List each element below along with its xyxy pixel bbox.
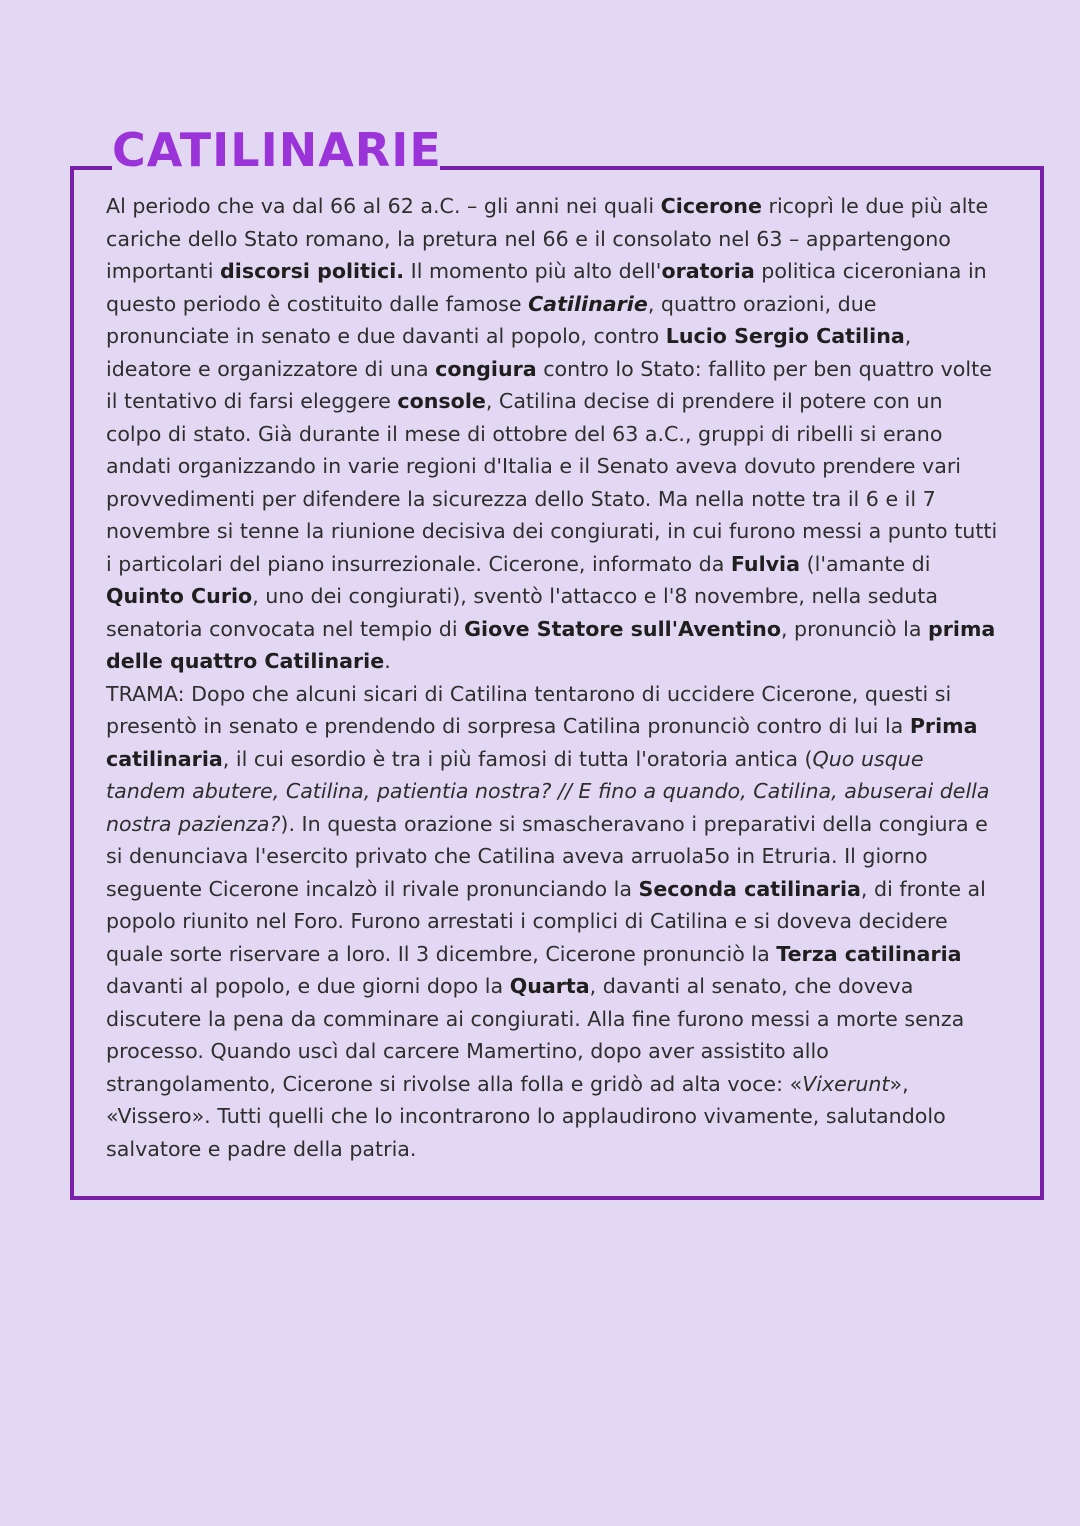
text-run: , Catilina decise di prendere il potere con un colpo di stato. Già durante il mese di ottobre del 63 a.C., gruppi di ribelli si erano andati organizzando in varie regioni d'Italia e il Senato aveva dovuto prendere vari provvedimenti per difendere la sicurezza dello Stato. Ma nella notte tra il 6 e il 7 novembre si tenne la riunione decisiva dei congiurati, in cui furono messi a punto tutti i particolari del piano insurrezionale. Cicerone, informato da [106, 389, 998, 576]
italic-text: Quo usque tandem abutere, Catilina, patientia nostra? // E fino a quando, Catilina, abuserai della nostra pazienza? [106, 746, 990, 836]
text-run: , uno dei congiurati), sventò l'attacco e l'8 novembre, nella seduta senatoria convocata nel tempio di [106, 584, 939, 641]
bold-text: discorsi politici. [220, 259, 405, 283]
text-run: ). In questa orazione si smascheravano i preparativi della congiura e si denunciava l'esercito privato che Catilina aveva arruola5o in Etruria. Il giorno seguente Cicerone incalzò il rivale pronunciando la [106, 811, 988, 901]
bold-text: Terza catilinaria [776, 941, 962, 966]
bold-text: Giove Statore sull'Aventino [464, 616, 781, 641]
text-run: , il cui esordio è tra i più famosi di tutta l'oratoria antica ( [222, 746, 813, 771]
text-run: contro lo Stato: fallito per ben quattro volte il tentativo di farsi eleggere [106, 356, 992, 413]
bold-italic-text: Catilinarie [528, 291, 648, 316]
bold-text: Lucio Sergio Catilina [665, 324, 905, 348]
text-run: , ideatore e organizzatore di una [106, 324, 912, 381]
bold-text: prima delle quattro Catilinarie [106, 616, 996, 673]
paragraph-intro [106, 190, 998, 678]
bold-text: Prima catilinaria [106, 714, 978, 771]
text-run: TRAMA: Dopo che alcuni sicari di Catilina tentarono di uccidere Cicerone, questi si presentò in senato e prendendo di sorpresa Catilina pronunciò contro di lui la [106, 681, 952, 738]
text-run: , quattro orazioni, due pronunciate in senato e due davanti al popolo, contro [106, 291, 877, 348]
text-run: », «Vissero». Tutti quelli che lo incontrarono lo applaudirono vivamente, salutandolo salvatore e padre della patria. [106, 1071, 946, 1161]
bold-text: congiura [435, 356, 537, 381]
text-run: politica ciceroniana in questo periodo è costituito dalle famose [106, 259, 987, 316]
bold-text: Fulvia [730, 551, 801, 576]
body-text [106, 190, 998, 1165]
text-run: , davanti al senato, che doveva discutere la pena da comminare ai congiurati. Alla fine furono messi a morte senza processo. Quando uscì dal carcere Mamertino, dopo aver assistito allo strangolamento, Cicerone si rivolse alla folla e gridò ad alta voce: « [106, 974, 965, 1096]
paragraph-trama [106, 678, 998, 1166]
text-run: (l'amante di [800, 551, 931, 576]
bold-text: Quinto Curio [106, 584, 253, 608]
bold-text: Quarta [509, 974, 590, 998]
bold-text: Seconda catilinaria [638, 876, 861, 901]
text-run: . [384, 649, 391, 673]
text-run: , di fronte al popolo riunito nel Foro. Furono arrestati i complici di Catilina e si doveva decidere quale sorte riservare a loro. Il 3 dicembre, Cicerone pronunciò la [106, 876, 986, 966]
bold-text: oratoria [661, 259, 755, 283]
text-run: , pronunciò la [780, 616, 928, 641]
text-run: Il momento più alto dell' [404, 259, 662, 283]
title-underline [72, 166, 112, 170]
bold-text: Cicerone [660, 194, 762, 218]
text-run: ricoprì le due più alte cariche dello Stato romano, la pretura nel 66 e il consolato nel 63 – appartengono importanti [106, 194, 989, 283]
bold-text: console [397, 389, 486, 413]
text-run: Al periodo che va dal 66 al 62 a.C. – gli anni nei quali [106, 194, 661, 218]
italic-text: Vixerunt [802, 1071, 890, 1096]
page-title: CATILINARIE [112, 123, 442, 177]
text-run: davanti al popolo, e due giorni dopo la [106, 974, 510, 998]
